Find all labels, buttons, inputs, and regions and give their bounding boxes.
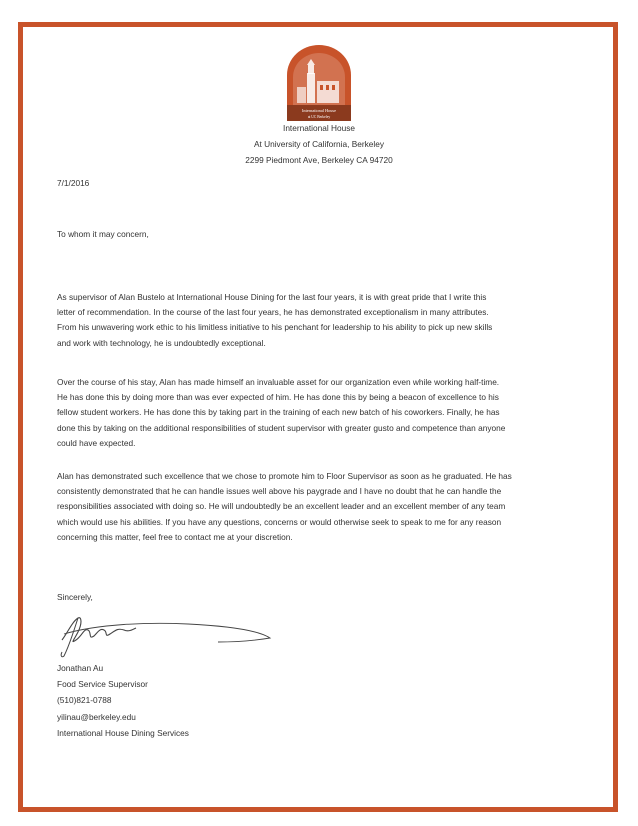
letterhead-address: 2299 Piedmont Ave, Berkeley CA 94720: [245, 155, 393, 165]
paragraph-1: [57, 290, 577, 351]
international-house-logo: [285, 45, 353, 121]
signer-email: yilinau@berkeley.edu: [57, 711, 136, 722]
paragraph-3: [57, 469, 577, 545]
signer-department: International House Dining Services: [57, 727, 189, 738]
letter-date: 7/1/2016: [57, 178, 90, 188]
paragraph-line: could have expected.: [57, 437, 136, 448]
logo-line2: at UC Berkeley: [307, 115, 331, 119]
salutation: To whom it may concern,: [57, 229, 149, 239]
paragraph-line: Over the course of his stay, Alan has made himself an invaluable asset for our organization even while working half-time.: [57, 377, 500, 387]
paragraph-line: consistently demonstrated that he can handle issues well above his paygrade and I have no doubt that he can handle the: [57, 486, 502, 497]
paragraph-line: done this by taking on the additional responsibilities of student supervisor with greater gusto and competence than anyone: [57, 422, 506, 433]
signature-block: [57, 660, 189, 741]
letterhead-name: International House: [283, 123, 355, 133]
letterhead-institution: At University of California, Berkeley: [253, 139, 385, 149]
paragraph-line: which would use his abilities. If you have any questions, concerns or would otherwise seek to speak to me for any reason: [57, 516, 502, 527]
paragraph-line: concerning this matter, feel free to contact me at your discretion.: [57, 531, 293, 542]
paragraph-line: responsibilities associated with doing so. He will undoubtedly be an excellent leader and an excellent member of any team: [57, 501, 506, 512]
paragraph-line: Alan has demonstrated such excellence that we chose to promote him to Floor Supervisor as soon as he graduated. He has: [57, 471, 512, 481]
logo-line1: International House: [301, 108, 337, 113]
signer-name: Jonathan Au: [57, 663, 104, 673]
paragraph-line: fellow student workers. He has done this by taking part in the training of each new batch of his coworkers. Finally, he has: [57, 407, 500, 418]
paragraph-line: From his unwavering work ethic to his limitless initiative to his penchant for leadership to his ability to pick up new skills: [57, 322, 493, 333]
paragraph-2: [57, 375, 577, 451]
paragraph-line: As supervisor of Alan Bustelo at International House Dining for the last four years, it is with great pride that I write this: [57, 292, 487, 302]
paragraph-line: He has done this by doing more than was ever expected of him. He has done this by being a beacon of excellence to his: [57, 392, 499, 403]
paragraph-line: and work with technology, he is undoubtedly exceptional.: [57, 337, 266, 348]
handwritten-signature: [58, 610, 278, 660]
signer-title: Food Service Supervisor: [57, 679, 148, 690]
signer-phone: (510)821-0788: [57, 695, 112, 706]
paragraph-line: letter of recommendation. In the course of the last four years, he has demonstrated exceptionalism in many attributes.: [57, 307, 489, 318]
closing: Sincerely,: [57, 592, 93, 602]
